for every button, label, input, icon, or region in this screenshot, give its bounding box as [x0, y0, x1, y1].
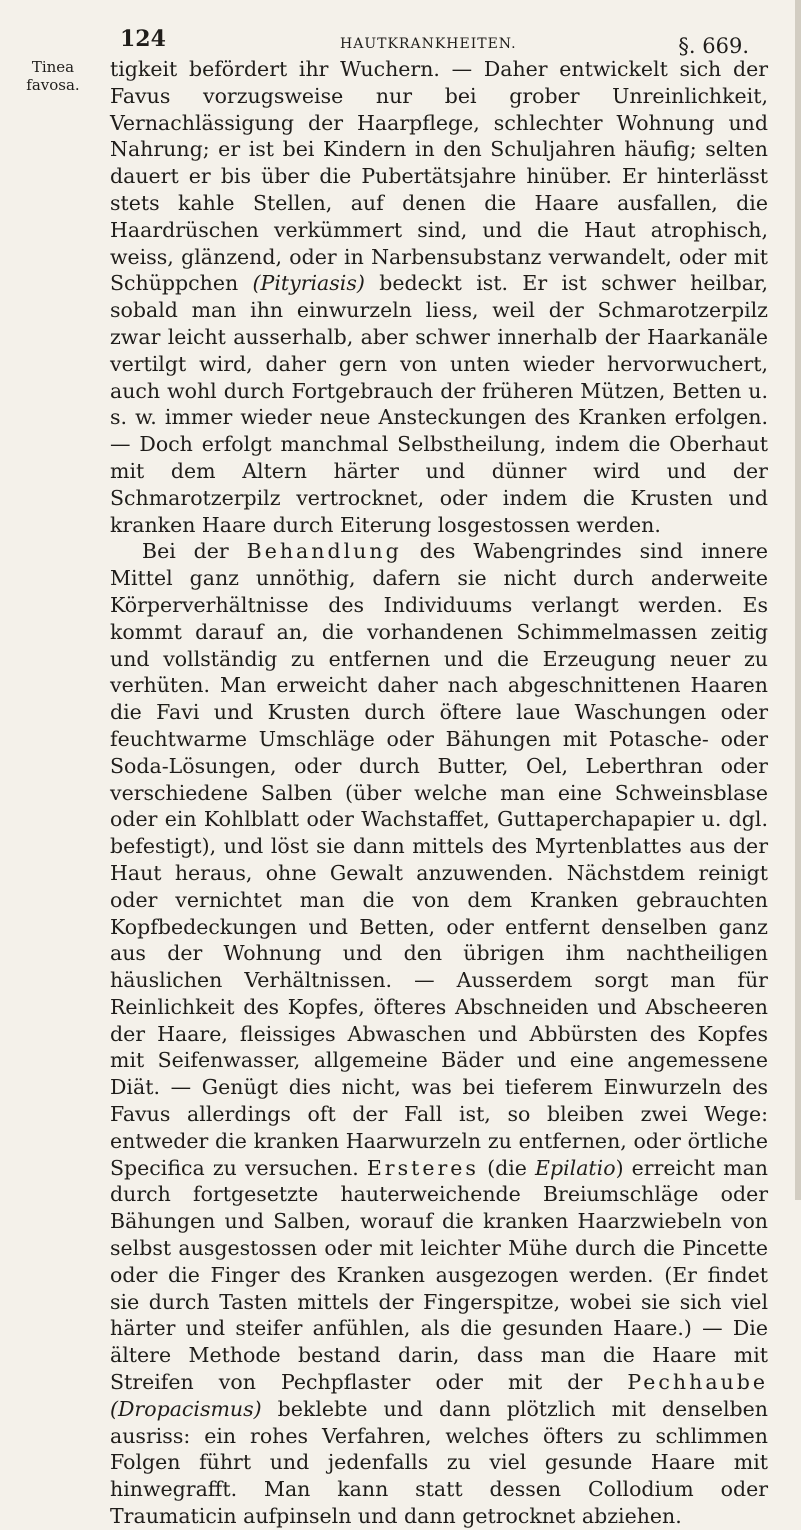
term-pechhaube: Pechhaube [627, 1370, 768, 1395]
term-behandlung: Behandlung [246, 539, 402, 564]
section-number: §. 669. [678, 34, 749, 58]
page-edge [795, 0, 801, 1200]
paragraph-treatment: Bei der Behandlung des Wabengrindes sind innere Mittel ganz unnöthig, dafern sie nicht durch anderweite Körperverhältnisse des Individuums verlangt werden. Es kommt darauf an, die vorhandenen Schimmelmassen zeitig und vollständig zu entfernen und die Erzeugung neuer zu verhüten. Man erweicht daher nach abgeschnittenen Haaren die Favi und Krusten durch öftere laue Waschungen oder feuchtwarme Umschläge oder Bähungen mit Potasche- oder Soda-Lösungen, oder durch Butter, Oel, Leberthran oder verschiedene Salben (über welche man eine Schweinsblase oder ein Kohlblatt oder Wachstaffet, Guttaperchapapier u. dgl. befestigt), und löst sie dann mittels des Myrtenblattes aus der Haut heraus, ohne Gewalt anzuwenden. Nächstdem reinigt oder vernichtet man die von dem Kranken gebrauchten Kopfbedeckungen und Betten, oder entfernt denselben ganz aus der Wohnung und den übrigen ihm nachtheiligen häuslichen Verhältnissen. — Ausserdem sorgt man für Reinlichkeit des Kopfes, öfteres Abschneiden und Abscheeren der Haare, fleissiges Abwaschen und Abbürsten des Kopfes mit Seifenwasser, allgemeine Bäder und eine angemessene Diät. — Genügt dies nicht, was bei tieferem Einwurzeln des Favus allerdings oft der Fall ist, so bleiben zwei Wege: entweder die kranken Haarwurzeln zu entfernen, oder örtliche Specifica zu versuchen. Ersteres (die Epilatio) erreicht man durch fortgesetzte hauterweichende Breiumschläge oder Bähungen und Salben, worauf die kranken Haarzwiebeln von selbst ausgestossen oder mit leichter Mühe durch die Pincette oder die Finger des Kranken ausgezogen werden. (Er findet sie durch Tasten mittels der Fingerspitze, wobei sie sich viel härter und steifer anfühlen, als die gesunden Haare.) — Die ältere Methode bestand darin, dass man die Haare mit Streifen von Pechpflaster oder mit der Pechhaube (Dropacismus) beklebte und dann plötzlich mit denselben ausriss: ein rohes Verfahren, welches öfters zu schlimmen Folgen führt und jedenfalls zu viel gesunde Haare mit hinwegrafft. Man kann statt dessen Collodium oder Traumaticin aufpinseln und dann getrocknet abziehen. [110, 539, 769, 1529]
running-title: HAUTKRANKHEITEN. [340, 36, 517, 52]
body-text [110, 56, 768, 1530]
margin-note-line: favosa. [26, 76, 80, 94]
term-pityriasis: (Pityriasis) [252, 271, 365, 296]
margin-note [24, 58, 82, 94]
term-dropacismus: (Dropacismus) [110, 1396, 262, 1421]
margin-note-line: Tinea [31, 58, 75, 76]
term-epilatio: Epilatio [535, 1155, 616, 1180]
term-ersteres: Ersteres [366, 1155, 479, 1180]
paragraph-disease-course: tigkeit befördert ihr Wuchern. — Daher entwickelt sich der Favus vorzugsweise nur bei grober Unreinlichkeit, Vernachlässigung der Haarpflege, schlechter Wohnung und Nahrung; er ist bei Kindern in den Schuljahren häufig; selten dauert er bis über die Pubertätsjahre hinüber. Er hinterlässt stets kahle Stellen, auf denen die Haare ausfallen, die Haardrüschen verkümmert sind, und die Haut atrophisch, weiss, glänzend, oder in Narbensubstanz verwandelt, oder mit Schüppchen (Pityriasis) bedeckt ist. Er ist schwer heilbar, sobald man ihn einwurzeln liess, weil der Schmarotzerpilz zwar leicht ausserhalb, aber schwer innerhalb der Haarkanäle vertilgt wird, daher gern von unten wieder hervorwuchert, auch wohl durch Fortgebrauch der früheren Mützen, Betten u. s. w. immer wieder neue Ansteckungen des Kranken erfolgen. — Doch erfolgt manchmal Selbstheilung, indem die Oberhaut mit dem Altern härter und dünner wird und der Schmarotzerpilz vertrocknet, oder indem die Krusten und kranken Haare durch Eiterung losgestossen werden. [110, 57, 768, 537]
page-number: 124 [120, 26, 166, 52]
